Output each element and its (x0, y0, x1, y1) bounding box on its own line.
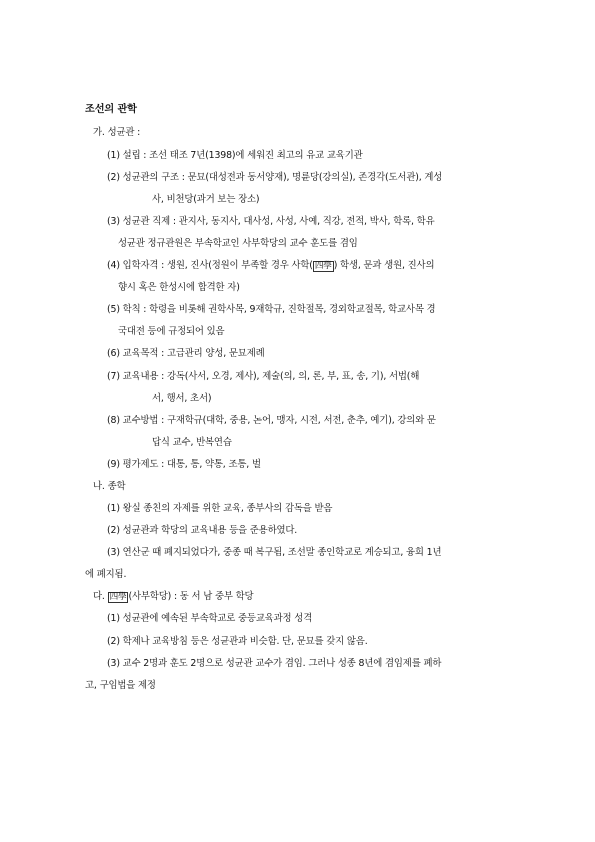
section-heading-na: 나. 종학 (93, 481, 126, 492)
list-item-da-3: (3) 교수 2명과 훈도 2명으로 성균관 교수가 겸임. 그러나 성종 8년에 겸임제를 폐하 (107, 658, 442, 669)
list-item-da-1: (1) 성균관에 예속된 부속학교로 중등교육과정 성격 (107, 613, 313, 624)
sahak-hanja-box: 四學 (314, 261, 332, 271)
list-item-ga-8-cont: 답식 교수, 반복연습 (152, 437, 232, 448)
list-item-na-2: (2) 성균관과 학당의 교육내용 등을 준용하였다. (107, 525, 298, 536)
list-item-ga-4 (107, 260, 434, 272)
list-item-da-2: (2) 학제나 교육방침 등은 성균관과 비슷함. 단, 문묘를 갖지 않음. (107, 636, 368, 647)
list-item-ga-2-cont: 사, 비천당(과거 보는 장소) (152, 194, 260, 205)
list-item-ga-4-cont: 향시 혹은 한성시에 합격한 자) (118, 282, 240, 293)
list-item-na-1: (1) 왕실 종친의 자제를 위한 교육, 종부사의 감독을 받음 (107, 503, 333, 514)
sahak-hanja-box: 四學 (109, 592, 127, 602)
list-item-ga-3-cont: 성균관 정규관원은 부속학교인 사부학당의 교수 훈도를 겸임 (118, 238, 358, 249)
list-item-ga-2: (2) 성균관의 구조 : 문묘(대성전과 동서양재), 명륜당(강의실), 존경각(도서관), 계성 (107, 172, 443, 183)
section-heading-da-pre: 다. (93, 591, 108, 602)
list-item-ga-4-pre: (4) 입학자격 : 생원, 진사(정원이 부족할 경우 사학( (107, 260, 313, 271)
section-heading-ga: 가. 성균관 : (93, 127, 141, 138)
list-item-na-3-cont: 에 폐지됨. (85, 569, 127, 580)
list-item-ga-4-post: ) 학생, 문과 생원, 진사의 (333, 260, 435, 271)
list-item-ga-5-cont: 국대전 등에 규정되어 있음 (118, 326, 225, 337)
list-item-ga-7: (7) 교육내용 : 강독(사서, 오경, 제사), 제술(의, 의, 론, 부, 표, 송, 기), 서법(해 (107, 371, 420, 382)
document-title: 조선의 관학 (85, 104, 137, 115)
list-item-ga-1: (1) 설립 : 조선 태조 7년(1398)에 세워진 최고의 유교 교육기관 (107, 150, 363, 161)
list-item-na-3: (3) 연산군 때 폐지되었다가, 중종 때 복구됨, 조선말 종인학교로 계승되고, 융희 1년 (107, 547, 442, 558)
list-item-ga-3: (3) 성균관 직제 : 관지사, 동지사, 대사성, 사성, 사예, 직강, 전적, 박사, 학록, 학유 (107, 216, 435, 227)
list-item-ga-6: (6) 교육목적 : 고급관리 양성, 문묘제례 (107, 348, 265, 359)
list-item-ga-7-cont: 서, 행서, 초서) (152, 393, 212, 404)
section-heading-da (93, 591, 253, 603)
list-item-da-3-cont: 고, 구임법을 제정 (85, 680, 156, 691)
section-heading-da-post: (사부학당) : 동 서 남 중부 학당 (128, 591, 254, 602)
list-item-ga-9: (9) 평가제도 : 대통, 통, 약통, 조통, 벌 (107, 459, 261, 470)
list-item-ga-5: (5) 학칙 : 학령을 비롯해 권학사목, 9재학규, 진학절목, 경외학교절목, 학교사목 경 (107, 304, 436, 315)
list-item-ga-8: (8) 교수방법 : 구재학규(대학, 중용, 논어, 맹자, 시전, 서전, 춘추, 예기), 강의와 문 (107, 415, 436, 426)
